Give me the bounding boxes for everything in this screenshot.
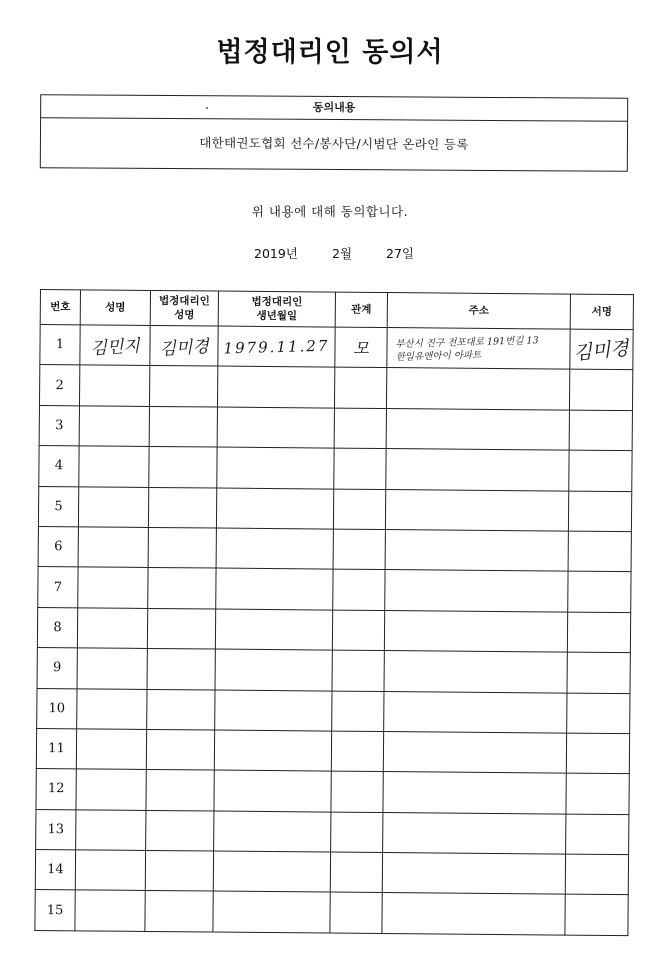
cell-address	[383, 772, 566, 814]
table-header-row	[40, 290, 633, 330]
cell-guardian	[146, 770, 214, 811]
header-signature: 서명	[570, 294, 633, 330]
table-row	[39, 405, 632, 451]
address-line-1: 부산시 진구 전포대로 191번길 13	[395, 334, 539, 350]
cell-signature	[565, 895, 628, 936]
header-guardian-name	[150, 290, 218, 326]
cell-dob	[213, 892, 330, 933]
header-no: 번호	[40, 290, 80, 325]
cell-signature	[569, 410, 632, 451]
header-guardian-dob-line2: 생년월일	[256, 309, 298, 323]
cell-signature	[569, 370, 632, 411]
cell-signature	[570, 329, 633, 370]
table-row	[38, 567, 631, 613]
consent-box	[40, 94, 628, 172]
table-row	[36, 809, 629, 855]
cell-guardian	[148, 527, 216, 568]
consent-heading: 동의내용	[41, 95, 627, 122]
cell-address	[386, 368, 569, 410]
cell-relation	[333, 489, 385, 530]
table-row	[36, 728, 629, 774]
cell-guardian	[146, 729, 214, 770]
header-guardian-name-line1: 법정대리인	[158, 295, 210, 308]
cell-name	[76, 729, 146, 770]
cell-signature	[565, 854, 628, 895]
row-number: 9	[37, 648, 77, 689]
cell-name	[77, 648, 147, 689]
table-row	[38, 486, 631, 532]
cell-dob	[216, 528, 333, 569]
header-address: 주소	[387, 293, 570, 330]
cell-name	[77, 688, 147, 729]
cell-guardian	[147, 608, 215, 649]
cell-address	[386, 408, 569, 450]
cell-relation	[332, 610, 384, 651]
cell-signature	[568, 571, 631, 612]
cell-signature	[567, 693, 630, 734]
cell-relation	[333, 529, 385, 570]
cell-address	[382, 893, 565, 935]
cell-name	[79, 446, 149, 487]
cell-name	[77, 608, 147, 649]
guardian-table-wrapper	[34, 289, 633, 936]
row-number: 7	[38, 567, 78, 608]
table-row	[37, 607, 630, 653]
handwritten-relation: 모	[353, 338, 369, 359]
cell-address	[384, 691, 567, 733]
header-name: 성명	[80, 290, 150, 326]
row-number: 6	[38, 526, 78, 567]
table-row	[36, 769, 629, 815]
cell-signature	[567, 652, 630, 693]
page-title: 법정대리인 동의서	[216, 37, 444, 68]
cell-dob	[214, 811, 331, 852]
cell-dob	[217, 447, 334, 488]
cell-relation	[333, 569, 385, 610]
agreement-statement: 위 내용에 대해 동의합니다.	[251, 204, 409, 219]
cell-relation	[332, 691, 384, 732]
table-row	[40, 325, 633, 371]
header-guardian-dob-line1: 법정대리인	[251, 295, 303, 309]
cell-name	[78, 486, 148, 527]
consent-body: 대한태권도협회 선수/봉사단/시범단 온라인 등록	[199, 135, 469, 152]
cell-signature	[568, 531, 631, 572]
date-year: 2019년	[254, 246, 298, 261]
handwritten-address	[387, 333, 570, 364]
row-number: 4	[39, 446, 79, 487]
table-row	[37, 648, 630, 694]
cell-dob	[213, 851, 330, 892]
cell-guardian	[148, 487, 216, 528]
cell-name	[75, 890, 145, 931]
cell-dob	[214, 770, 331, 811]
cell-name	[80, 325, 150, 366]
cell-address	[383, 812, 566, 854]
cell-address	[385, 529, 568, 571]
cell-guardian	[145, 891, 213, 932]
cell-signature	[566, 814, 629, 855]
cell-relation	[334, 367, 386, 408]
cell-guardian	[149, 366, 217, 407]
cell-guardian	[146, 810, 214, 851]
cell-relation	[331, 731, 383, 772]
handwritten-name: 김민지	[89, 336, 141, 360]
cell-dob	[217, 366, 334, 407]
cell-relation	[330, 893, 382, 934]
cell-name	[76, 810, 146, 851]
address-line-2: 한일유앤아이 아파트	[395, 349, 482, 363]
handwritten-signature: 김미경	[573, 337, 631, 365]
cell-signature	[566, 733, 629, 774]
cell-dob	[216, 568, 333, 609]
cell-address	[384, 610, 567, 652]
cell-name	[75, 850, 145, 891]
cell-address	[382, 853, 565, 895]
cell-dob	[217, 407, 334, 448]
row-number: 15	[35, 890, 75, 931]
row-number: 2	[39, 365, 79, 406]
cell-name	[79, 365, 149, 406]
handwritten-dob: 1979.11.27	[223, 336, 330, 358]
cell-guardian	[147, 689, 215, 730]
cell-dob	[215, 609, 332, 650]
date-month: 2월	[332, 246, 353, 261]
table-row	[38, 526, 631, 572]
cell-relation	[335, 327, 387, 368]
cell-guardian	[145, 851, 213, 892]
row-number: 3	[39, 405, 79, 446]
row-number: 1	[40, 325, 80, 366]
cell-name	[76, 769, 146, 810]
row-number: 14	[35, 850, 75, 891]
cell-dob	[216, 488, 333, 529]
cell-dob	[218, 326, 335, 367]
cell-guardian	[150, 325, 218, 366]
guardian-table	[34, 289, 634, 936]
row-number: 11	[36, 728, 76, 769]
header-guardian-name-line2: 성명	[174, 309, 195, 322]
table-row	[35, 850, 628, 896]
cell-relation	[331, 812, 383, 853]
cell-signature	[569, 450, 632, 491]
cell-relation	[332, 650, 384, 691]
cell-relation	[330, 852, 382, 893]
table-row	[39, 446, 632, 492]
row-number: 10	[37, 688, 77, 729]
cell-name	[78, 567, 148, 608]
handwritten-guardian: 김미경	[158, 336, 210, 360]
cell-relation	[334, 408, 386, 449]
cell-signature	[566, 773, 629, 814]
table-row	[35, 890, 628, 936]
cell-address	[383, 731, 566, 773]
row-number: 12	[36, 769, 76, 810]
cell-dob	[214, 730, 331, 771]
cell-address	[384, 651, 567, 693]
row-number: 13	[36, 809, 76, 850]
cell-dob	[215, 690, 332, 731]
cell-address	[387, 328, 570, 370]
cell-address	[385, 570, 568, 612]
cell-name	[78, 527, 148, 568]
header-relation: 관계	[335, 292, 387, 327]
cell-signature	[567, 612, 630, 653]
cell-guardian	[147, 649, 215, 690]
cell-address	[385, 489, 568, 531]
cell-guardian	[148, 568, 216, 609]
cell-guardian	[149, 447, 217, 488]
row-number: 8	[37, 607, 77, 648]
cell-dob	[215, 649, 332, 690]
cell-signature	[568, 491, 631, 532]
cell-guardian	[149, 406, 217, 447]
cell-address	[386, 449, 569, 491]
cell-relation	[331, 771, 383, 812]
row-number: 5	[38, 486, 78, 527]
cell-name	[79, 406, 149, 447]
table-row	[37, 688, 630, 734]
cell-relation	[334, 448, 386, 489]
date-day: 27일	[386, 246, 414, 261]
table-row	[39, 365, 632, 411]
header-guardian-dob	[218, 291, 335, 327]
